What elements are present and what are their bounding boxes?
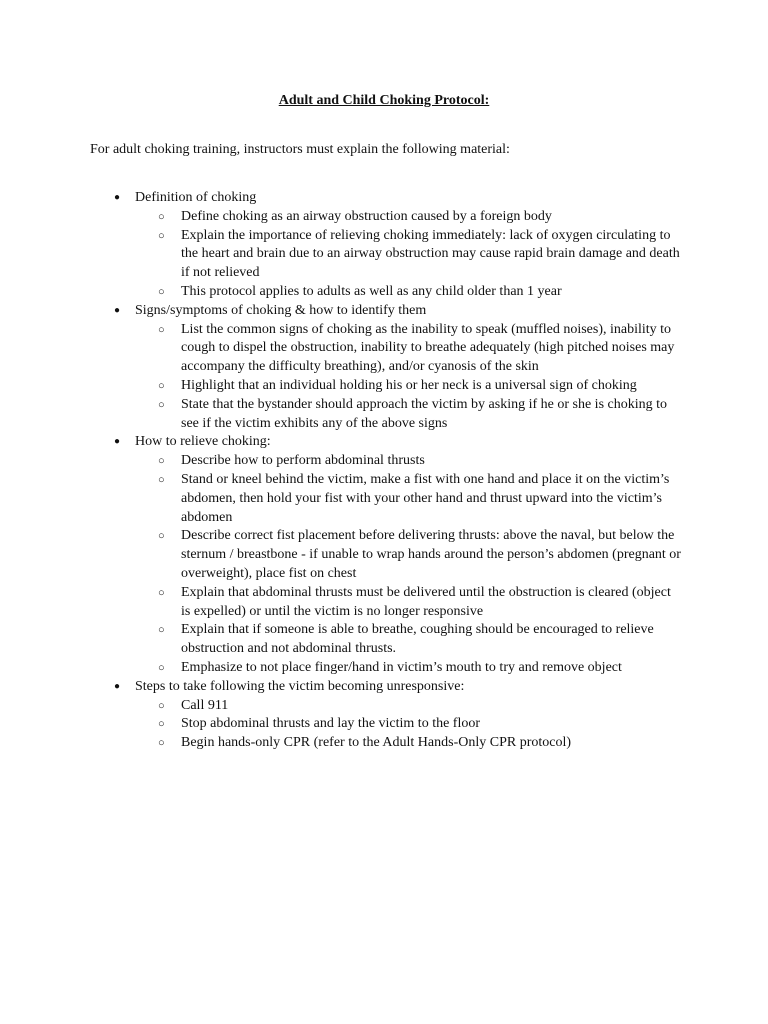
sub-list-item — [135, 527, 681, 583]
sub-item-text: Explain that if someone is able to breathe, coughing should be encouraged to relieve obstruction and not abdominal thrusts. — [181, 622, 654, 657]
section-item — [0, 302, 680, 434]
sub-item-text: Emphasize to not place finger/hand in victim’s mouth to try and remove object — [181, 659, 622, 675]
sub-list-item — [135, 715, 681, 734]
sub-list — [135, 208, 680, 302]
hollow-bullet-icon: ○ — [158, 473, 165, 486]
hollow-bullet-icon: ○ — [158, 285, 165, 298]
filled-bullet-icon: ● — [114, 192, 121, 203]
sub-list-item — [135, 208, 681, 227]
hollow-bullet-icon: ○ — [158, 718, 165, 731]
filled-bullet-icon: ● — [114, 680, 121, 692]
hollow-bullet-icon: ○ — [158, 379, 165, 392]
section-heading: Signs/symptoms of choking & how to identify them — [135, 302, 427, 318]
hollow-bullet-icon: ○ — [158, 661, 165, 674]
sub-item-text: List the common signs of choking as the inability to speak (muffled noises), inability to cough to dispel the obstruction, inability to breathe adequately (high pitched noises may accompany the difficulty breathing), and/or cyanosis of the skin — [181, 321, 675, 375]
sub-list-item — [135, 227, 681, 283]
hollow-bullet-icon: ○ — [158, 624, 165, 637]
sub-list-item — [135, 321, 681, 377]
document-title: Adult and Child Choking Protocol: — [278, 93, 490, 108]
sub-list — [135, 697, 680, 753]
hollow-bullet-icon: ○ — [158, 229, 165, 242]
hollow-bullet-icon: ○ — [158, 699, 165, 712]
sub-item-text: Stop abdominal thrusts and lay the victim to the floor — [181, 716, 481, 732]
hollow-bullet-icon: ○ — [158, 323, 165, 336]
intro-paragraph: For adult choking training, instructors must explain the following material: — [90, 142, 510, 157]
sub-item-text: Define choking as an airway obstruction caused by a foreign body — [181, 208, 552, 224]
sub-item-text: Stand or kneel behind the victim, make a fist with one hand and place it on the victim’s abdomen, then hold your fist with your other hand and thrust upward into the victim’s abdomen — [181, 471, 670, 525]
filled-bullet-icon: ● — [114, 436, 121, 448]
hollow-bullet-icon: ○ — [158, 398, 165, 411]
sub-list-item — [135, 697, 681, 716]
sub-list — [135, 452, 680, 678]
hollow-bullet-icon: ○ — [158, 586, 165, 599]
hollow-bullet-icon: ○ — [158, 737, 165, 750]
sub-list — [135, 321, 680, 434]
section-heading: Definition of choking — [135, 190, 257, 205]
sub-list-item — [135, 471, 681, 527]
sub-item-text: Describe how to perform abdominal thrusts — [181, 453, 425, 469]
section-item — [0, 678, 680, 753]
sub-list-item — [135, 734, 681, 753]
sub-list-item — [135, 396, 681, 434]
hollow-bullet-icon: ○ — [158, 210, 165, 223]
hollow-bullet-icon: ○ — [158, 455, 165, 468]
protocol-outline — [0, 189, 768, 753]
sub-list-item — [135, 377, 681, 396]
sub-list-item — [135, 659, 681, 678]
sub-item-text: Call 911 — [181, 697, 229, 713]
sub-item-text: Highlight that an individual holding his or her neck is a universal sign of choking — [181, 377, 637, 393]
sub-list-item — [135, 584, 681, 622]
sub-list-item — [135, 621, 681, 659]
section-item — [0, 433, 680, 677]
sub-item-text: Begin hands-only CPR (refer to the Adult Hands-Only CPR protocol) — [181, 735, 572, 751]
hollow-bullet-icon: ○ — [158, 530, 165, 543]
section-heading: How to relieve choking: — [135, 434, 271, 450]
sub-item-text: Describe correct fist placement before delivering thrusts: above the naval, but below the sternum / breastbone - if unable to wrap hands around the person’s abdomen (pregnant or overweight), place fist on chest — [181, 528, 681, 581]
sub-item-text: This protocol applies to adults as well as any child older than 1 year — [181, 283, 562, 299]
sub-item-text: State that the bystander should approach the victim by asking if he or she is choking to see if the victim exhibits any of the above signs — [181, 396, 668, 431]
sub-list-item — [135, 283, 681, 302]
filled-bullet-icon: ● — [114, 304, 121, 316]
section-item — [0, 189, 680, 302]
section-heading: Steps to take following the victim becoming unresponsive: — [135, 678, 465, 694]
sub-item-text: Explain that abdominal thrusts must be delivered until the obstruction is cleared (object is expelled) or until the victim is no longer responsive — [181, 584, 671, 619]
sub-item-text: Explain the importance of relieving choking immediately: lack of oxygen circulating to the heart and brain due to an airway obstruction may cause rapid brain damage and death if not relieved — [181, 227, 680, 281]
sub-list-item — [135, 452, 681, 471]
